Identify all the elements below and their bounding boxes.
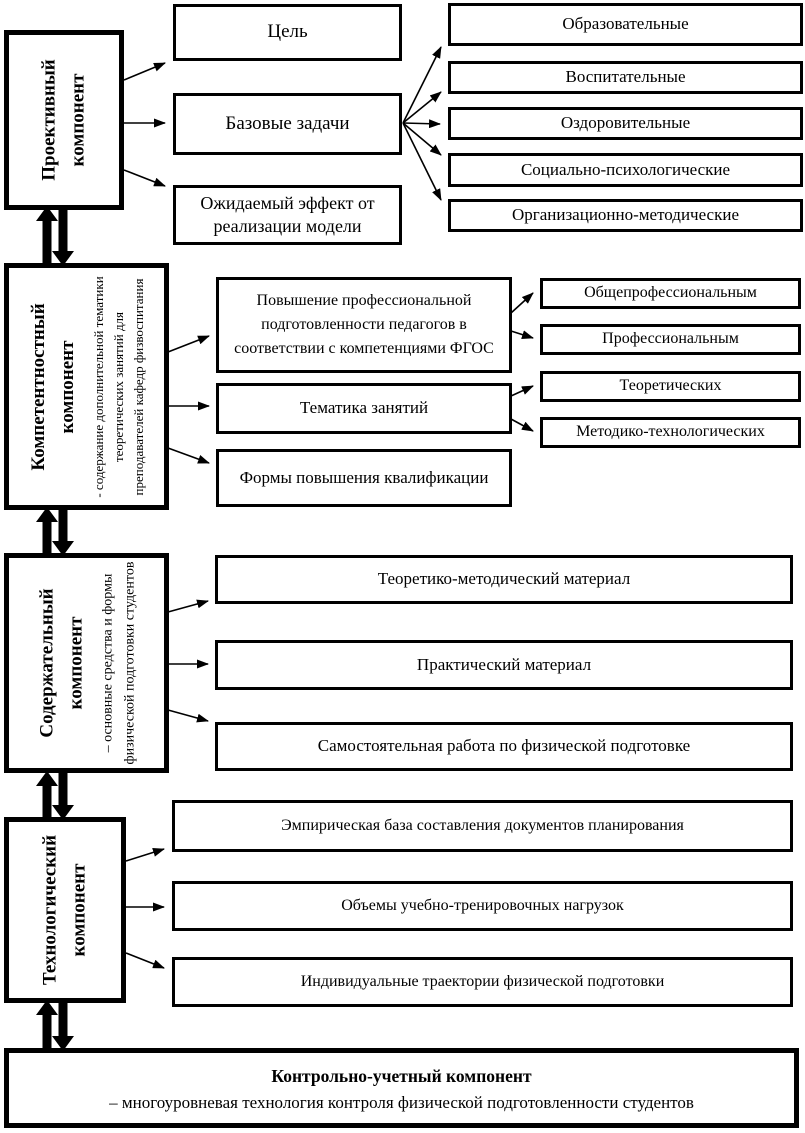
component-title: Компетентностный компонент — [27, 302, 77, 471]
arrow — [403, 123, 440, 124]
arrow — [124, 170, 165, 186]
arrow — [124, 63, 165, 80]
arrow — [168, 336, 209, 352]
double-arrow-2 — [36, 507, 74, 556]
component-box-content — [4, 553, 169, 773]
box-task-organizational-methodical: Организационно-методические — [448, 199, 803, 232]
arrow — [126, 953, 164, 968]
box-theoretical: Теоретических — [540, 371, 801, 402]
arrow — [511, 293, 533, 313]
box-training-loads: Объемы учебно-тренировочных нагрузок — [172, 881, 793, 931]
component-box-technological — [4, 817, 126, 1003]
double-arrow-4 — [36, 1000, 74, 1051]
box-professional: Профессиональным — [540, 324, 801, 355]
footer-subtitle: – многоуровневая технология контроля физической подготовленности студентов — [109, 1093, 694, 1112]
box-expected-effect: Ожидаемый эффект от реализации модели — [173, 185, 402, 245]
arrow — [403, 123, 441, 200]
component-box-projective — [4, 30, 124, 210]
box-methodical-technological: Методико-технологических — [540, 417, 801, 448]
footer-box-control-component — [4, 1048, 799, 1128]
arrow — [168, 710, 208, 721]
double-arrow-1 — [36, 206, 74, 266]
double-arrow-3 — [36, 771, 74, 820]
box-task-upbringing: Воспитательные — [448, 61, 803, 94]
box-task-social-psychological: Социально-психологические — [448, 153, 803, 187]
box-practical-material: Практический материал — [215, 640, 793, 690]
box-task-health: Оздоровительные — [448, 107, 803, 140]
box-goal: Цель — [173, 4, 402, 61]
box-qualification-forms: Формы повышения квалификации — [216, 449, 512, 507]
component-title: Содержательный компонент — [35, 588, 86, 738]
box-individual-trajectories: Индивидуальные траектории физической подготовки — [172, 957, 793, 1007]
arrow — [168, 448, 209, 463]
box-base-tasks: Базовые задачи — [173, 93, 402, 155]
box-task-educational: Образовательные — [448, 3, 803, 46]
arrow — [126, 849, 164, 861]
arrow — [403, 47, 441, 123]
footer-title: Контрольно-учетный компонент — [271, 1066, 532, 1086]
box-independent-work: Самостоятельная работа по физической подготовке — [215, 722, 793, 771]
component-subtitle: - содержание дополнительной тематики теоретических занятий для преподавателей кафедр физвоспитания — [90, 275, 146, 498]
component-subtitle: – основные средства и формы физической подготовки студентов — [99, 561, 137, 765]
component-title: Проективный компонент — [38, 59, 88, 181]
box-professional-development: Повышение профессиональной подготовленности педагогов в соответствии с компетенциями ФГОС — [216, 277, 512, 373]
box-theoretical-methodical-material: Теоретико-методический материал — [215, 555, 793, 604]
arrow — [403, 123, 441, 155]
arrow — [168, 601, 208, 612]
arrow — [403, 92, 441, 123]
box-empirical-base: Эмпирическая база составления документов планирования — [172, 800, 793, 852]
box-general-professional: Общепрофессиональным — [540, 278, 801, 309]
arrow — [511, 419, 533, 431]
arrow — [511, 331, 533, 338]
component-box-competence — [4, 263, 169, 510]
box-lesson-topics: Тематика занятий — [216, 383, 512, 434]
component-title: Технологический компонент — [39, 834, 89, 986]
arrow — [511, 386, 533, 396]
